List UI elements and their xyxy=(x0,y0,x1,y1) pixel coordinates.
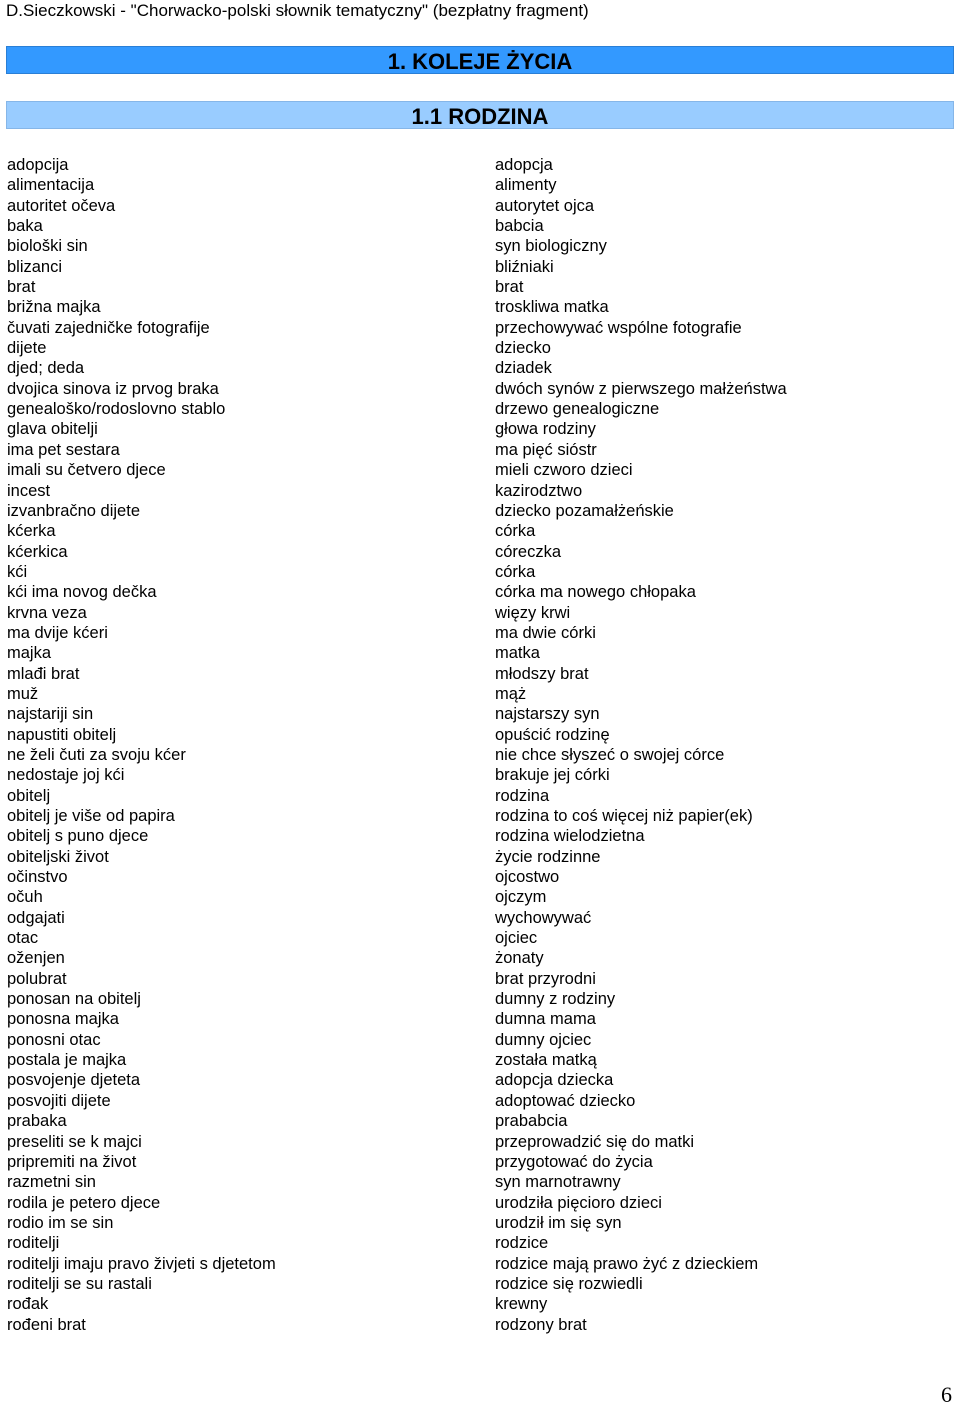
vocabulary-row xyxy=(0,582,960,602)
polish-term: kazirodztwo xyxy=(495,481,583,500)
vocabulary-row xyxy=(0,826,960,846)
croatian-term: ponosna majka xyxy=(7,1010,119,1029)
croatian-term: obitelj xyxy=(7,786,51,805)
polish-term: ma pięć sióstr xyxy=(495,440,597,459)
polish-term: rodzina to coś więcej niż papier(ek) xyxy=(495,807,753,825)
vocabulary-row xyxy=(0,216,960,236)
croatian-term: incest xyxy=(7,481,51,500)
polish-term: wychowywać xyxy=(495,908,592,927)
vocabulary-row xyxy=(0,501,960,521)
croatian-term: roditelji xyxy=(7,1234,60,1253)
polish-term: przygotować do życia xyxy=(495,1152,653,1171)
croatian-term: kći ima novog dečka xyxy=(7,583,157,602)
vocabulary-row xyxy=(0,969,960,989)
croatian-term: kćerkica xyxy=(7,542,68,561)
vocabulary-row xyxy=(0,1193,960,1213)
vocabulary-row xyxy=(0,399,960,419)
croatian-term: kćerka xyxy=(7,522,56,541)
polish-term: najstarszy syn xyxy=(495,705,600,724)
polish-term: rodzina xyxy=(495,786,550,805)
vocabulary-row xyxy=(0,643,960,663)
polish-term: adopcja dziecka xyxy=(495,1071,614,1090)
croatian-term: nedostaje joj kći xyxy=(7,766,125,785)
croatian-term: ponosni otac xyxy=(7,1030,101,1049)
polish-term: rodzice się rozwiedli xyxy=(495,1274,643,1293)
vocabulary-row xyxy=(0,867,960,887)
croatian-term: roditelji imaju pravo živjeti s djetetom xyxy=(7,1254,276,1273)
document-header: D.Sieczkowski - "Chorwacko-polski słownik tematyczny" (bezpłatny fragment) xyxy=(6,1,589,20)
polish-term: rodzony brat xyxy=(495,1315,587,1334)
vocabulary-row xyxy=(0,236,960,256)
vocabulary-row xyxy=(0,1030,960,1050)
polish-term: dziadek xyxy=(495,359,552,378)
polish-term: brakuje jej córki xyxy=(495,766,610,785)
vocabulary-row xyxy=(0,1213,960,1233)
polish-term: rodzice xyxy=(495,1234,549,1253)
vocabulary-row xyxy=(0,277,960,297)
vocabulary-row xyxy=(0,1254,960,1274)
polish-term: dumna mama xyxy=(495,1010,596,1029)
polish-term: matka xyxy=(495,644,540,663)
croatian-term: imali su četvero djece xyxy=(7,461,166,480)
polish-term: urodził im się syn xyxy=(495,1213,622,1232)
croatian-term: obitelj je više od papira xyxy=(7,807,175,825)
polish-term: dumny ojciec xyxy=(495,1030,592,1049)
polish-term: mąż xyxy=(495,684,527,703)
polish-term: brat przyrodni xyxy=(495,969,596,988)
vocabulary-row xyxy=(0,358,960,378)
vocabulary-row xyxy=(0,1233,960,1253)
vocabulary-row xyxy=(0,257,960,277)
polish-term: dziecko xyxy=(495,339,551,358)
polish-term: przeprowadzić się do matki xyxy=(495,1132,694,1151)
croatian-term: biološki sin xyxy=(7,237,88,256)
croatian-term: genealoško/rodoslovno stablo xyxy=(7,400,226,419)
vocabulary-row xyxy=(0,928,960,948)
vocabulary-row xyxy=(0,1132,960,1152)
croatian-term: očuh xyxy=(7,888,43,907)
polish-term: dwóch synów z pierwszego małżeństwa xyxy=(495,379,787,398)
croatian-term: brat xyxy=(7,278,36,297)
polish-term: głowa rodziny xyxy=(495,420,596,439)
vocabulary-row xyxy=(0,1070,960,1090)
croatian-term: otac xyxy=(7,929,39,948)
croatian-term: kći xyxy=(7,562,28,581)
vocabulary-row xyxy=(0,664,960,684)
croatian-term: rođeni brat xyxy=(7,1315,86,1334)
polish-term: została matką xyxy=(495,1051,597,1070)
vocabulary-row xyxy=(0,908,960,928)
polish-term: ojczym xyxy=(495,888,547,907)
vocabulary-list xyxy=(0,155,960,1335)
polish-term: autorytet ojca xyxy=(495,196,595,215)
polish-term: mieli czworo dzieci xyxy=(495,461,633,480)
polish-term: żonaty xyxy=(495,949,544,968)
croatian-term: posvojenje djeteta xyxy=(7,1071,141,1090)
vocabulary-row xyxy=(0,440,960,460)
polish-term: rodzice mają prawo żyć z dzieckiem xyxy=(495,1254,759,1273)
vocabulary-row xyxy=(0,684,960,704)
vocabulary-row xyxy=(0,379,960,399)
vocabulary-row xyxy=(0,725,960,745)
croatian-term: preseliti se k majci xyxy=(7,1132,142,1151)
croatian-term: najstariji sin xyxy=(7,705,94,724)
polish-term: rodzina wielodzietna xyxy=(495,827,645,846)
croatian-term: ma dvije kćeri xyxy=(7,623,108,642)
polish-term: życie rodzinne xyxy=(495,847,601,866)
polish-term: więzy krwi xyxy=(495,603,571,622)
croatian-term: prabaka xyxy=(7,1112,67,1131)
vocabulary-row xyxy=(0,623,960,643)
vocabulary-row xyxy=(0,603,960,623)
vocabulary-row xyxy=(0,948,960,968)
vocabulary-row xyxy=(0,887,960,907)
polish-term: ma dwie córki xyxy=(495,623,596,642)
polish-term: dziecko pozamałżeńskie xyxy=(495,501,674,520)
vocabulary-row xyxy=(0,196,960,216)
vocabulary-row xyxy=(0,318,960,338)
croatian-term: brižna majka xyxy=(7,298,101,317)
croatian-term: autoritet očeva xyxy=(7,196,116,215)
page-number: 6 xyxy=(941,1382,952,1407)
chapter-title: 1. KOLEJE ŻYCIA xyxy=(6,46,954,74)
vocabulary-row xyxy=(0,481,960,501)
croatian-term: majka xyxy=(7,644,52,663)
vocabulary-row xyxy=(0,338,960,358)
polish-term: prababcia xyxy=(495,1112,568,1131)
vocabulary-row xyxy=(0,786,960,806)
croatian-term: napustiti obitelj xyxy=(7,725,117,744)
vocabulary-row xyxy=(0,521,960,541)
croatian-term: ponosan na obitelj xyxy=(7,990,141,1009)
vocabulary-row xyxy=(0,1294,960,1314)
polish-term: ojcostwo xyxy=(495,868,560,887)
croatian-term: blizanci xyxy=(7,257,63,276)
croatian-term: ne želi čuti za svoju kćer xyxy=(7,745,186,764)
croatian-term: očinstvo xyxy=(7,868,68,887)
polish-term: młodszy brat xyxy=(495,664,589,683)
vocabulary-row xyxy=(0,1009,960,1029)
polish-term: syn biologiczny xyxy=(495,237,607,256)
croatian-term: izvanbračno dijete xyxy=(7,501,140,520)
croatian-term: polubrat xyxy=(7,969,67,988)
croatian-term: mlađi brat xyxy=(7,664,80,683)
polish-term: adopcja xyxy=(495,156,553,174)
croatian-term: čuvati zajedničke fotografije xyxy=(7,318,210,337)
croatian-term: obitelj s puno djece xyxy=(7,827,149,846)
croatian-term: razmetni sin xyxy=(7,1173,96,1192)
croatian-term: ima pet sestara xyxy=(7,440,120,459)
vocabulary-row xyxy=(0,765,960,785)
section-title: 1.1 RODZINA xyxy=(6,101,954,129)
croatian-term: adopcija xyxy=(7,156,69,174)
polish-term: opuścić rodzinę xyxy=(495,725,610,744)
polish-term: córka ma nowego chłopaka xyxy=(495,583,696,602)
croatian-term: muž xyxy=(7,684,39,703)
polish-term: ojciec xyxy=(495,929,538,948)
vocabulary-row xyxy=(0,297,960,317)
vocabulary-row xyxy=(0,1050,960,1070)
polish-term: córka xyxy=(495,562,536,581)
croatian-term: pripremiti na život xyxy=(7,1152,137,1171)
vocabulary-row xyxy=(0,806,960,826)
vocabulary-row xyxy=(0,1274,960,1294)
polish-term: córeczka xyxy=(495,542,562,561)
croatian-term: glava obitelji xyxy=(7,420,98,439)
polish-term: brat xyxy=(495,278,524,297)
polish-term: dumny z rodziny xyxy=(495,990,616,1009)
vocabulary-row xyxy=(0,1172,960,1192)
vocabulary-row xyxy=(0,847,960,867)
croatian-term: oženjen xyxy=(7,949,65,968)
vocabulary-row xyxy=(0,155,960,175)
polish-term: drzewo genealogiczne xyxy=(495,400,660,419)
vocabulary-row xyxy=(0,175,960,195)
croatian-term: krvna veza xyxy=(7,603,87,622)
croatian-term: rodila je petero djece xyxy=(7,1193,161,1212)
croatian-term: djed; deda xyxy=(7,359,85,378)
vocabulary-row xyxy=(0,745,960,765)
polish-term: przechowywać wspólne fotografie xyxy=(495,318,742,337)
croatian-term: dvojica sinova iz prvog braka xyxy=(7,379,219,398)
croatian-term: dijete xyxy=(7,339,47,358)
polish-term: syn marnotrawny xyxy=(495,1173,621,1192)
vocabulary-row xyxy=(0,419,960,439)
polish-term: troskliwa matka xyxy=(495,298,609,317)
croatian-term: posvojiti dijete xyxy=(7,1091,111,1110)
vocabulary-row xyxy=(0,542,960,562)
polish-term: nie chce słyszeć o swojej córce xyxy=(495,745,725,764)
polish-term: adoptować dziecko xyxy=(495,1091,636,1110)
polish-term: alimenty xyxy=(495,176,557,195)
vocabulary-row xyxy=(0,1111,960,1131)
vocabulary-row xyxy=(0,460,960,480)
croatian-term: roditelji se su rastali xyxy=(7,1274,152,1293)
vocabulary-row xyxy=(0,1315,960,1335)
croatian-term: rodio im se sin xyxy=(7,1213,114,1232)
vocabulary-row xyxy=(0,1091,960,1111)
croatian-term: postala je majka xyxy=(7,1051,127,1070)
vocabulary-row xyxy=(0,704,960,724)
croatian-term: obiteljski život xyxy=(7,847,109,866)
polish-term: córka xyxy=(495,522,536,541)
croatian-term: rođak xyxy=(7,1295,49,1314)
polish-term: krewny xyxy=(495,1295,548,1314)
polish-term: babcia xyxy=(495,217,544,236)
croatian-term: baka xyxy=(7,217,43,236)
vocabulary-row xyxy=(0,989,960,1009)
vocabulary-row xyxy=(0,1152,960,1172)
polish-term: urodziła pięcioro dzieci xyxy=(495,1193,662,1212)
croatian-term: odgajati xyxy=(7,908,65,927)
croatian-term: alimentacija xyxy=(7,176,95,195)
polish-term: bliźniaki xyxy=(495,257,554,276)
vocabulary-row xyxy=(0,562,960,582)
